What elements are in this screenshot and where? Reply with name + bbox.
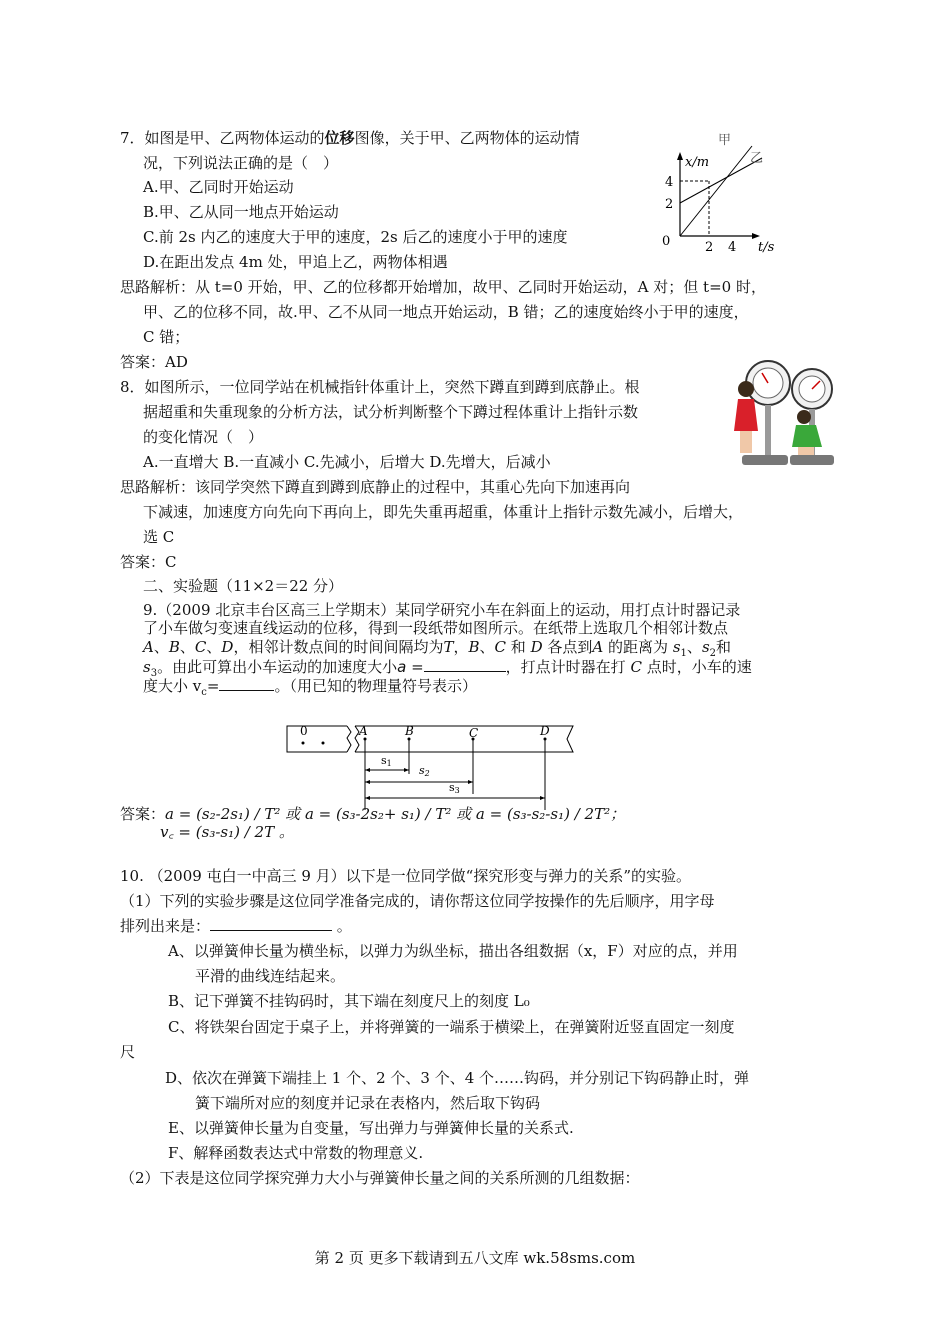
- tape-s2-label: s2: [419, 764, 430, 778]
- q7-stem-a: 7．如图是甲、乙两物体运动的: [120, 129, 325, 147]
- girl-crouching-dress: [792, 425, 822, 447]
- q8-stem-line3: 的变化情况（ ）: [143, 428, 264, 446]
- tape-label-b: B: [405, 724, 414, 738]
- q7-option-b: B.甲、乙从同一地点开始运动: [143, 203, 339, 221]
- tape-s3-head-r: [540, 796, 545, 800]
- q8-options: A.一直增大 B.一直减小 C.先减小，后增大 D.先增大，后减小: [143, 453, 551, 471]
- q9-ticker-tape: [285, 718, 585, 814]
- q10-step-d-line2: 簧下端所对应的刻度并记录在表格内，然后取下钩码: [195, 1094, 541, 1112]
- q10-step-e: E、以弹簧伸长量为自变量，写出弹力与弹簧伸长量的关系式.: [168, 1119, 574, 1137]
- left-scale-post: [765, 405, 771, 455]
- left-scale-base: [742, 455, 788, 465]
- graph-label-yi: 乙: [750, 151, 764, 166]
- q8-analysis-line1: 思路解析：该同学突然下蹲直到蹲到底静止的过程中，其重心先向下加速再向: [120, 478, 631, 496]
- q10-order-blank[interactable]: [210, 916, 332, 931]
- q8-answer: 答案：C: [120, 553, 177, 571]
- q8-analysis-line3: 选 C: [143, 528, 175, 546]
- q10-part2: （2）下表是这位同学探究弹力大小与弹簧伸长量之间的关系所测的几组数据：: [120, 1169, 640, 1187]
- graph-x-arrow: [752, 233, 760, 239]
- page-footer: 第 2 页 更多下载请到五八文库 wk.58sms.com: [314, 1249, 636, 1267]
- q10-step-d-line1: D、依次在弹簧下端挂上 1 个、2 个、3 个、4 个……钩码，并分别记下钩码静止时，弹: [165, 1069, 750, 1087]
- tape-label-a: A: [359, 724, 368, 738]
- q9-velocity-blank[interactable]: [219, 676, 274, 691]
- girl-crouching-head: [797, 410, 811, 424]
- tape-dot-2: [322, 742, 325, 745]
- graph-origin: 0: [662, 234, 671, 249]
- q10-step-c-line1: C、将铁架台固定于桌子上，并将弹簧的一端系于横梁上，在弹簧附近竖直固定一刻度: [168, 1018, 735, 1036]
- q7-displacement-graph: [650, 128, 790, 258]
- q9-line1: 9.（2009 北京丰台区高三上学期末）某同学研究小车在斜面上的运动，用打点计时器记录: [143, 601, 741, 619]
- tape-s3-head-l: [365, 796, 370, 800]
- q10-step-b: B、记下弹簧不挂钩码时，其下端在刻度尺上的刻度 L₀: [168, 992, 530, 1010]
- q7-stem-line1: [120, 128, 580, 148]
- q10-part1-line2: 排列出来是： 。: [120, 917, 352, 935]
- q8-scale-illustration: [722, 355, 840, 473]
- right-scale-base: [790, 455, 834, 465]
- tape-s1-head-r: [404, 768, 409, 772]
- q9-answer-line2: v꜀ = (s₃-s₁) / 2T 。: [160, 823, 294, 841]
- girl-crouching-legs: [798, 447, 814, 455]
- section-2-heading: 二、实验题（11×2＝22 分）: [143, 577, 344, 595]
- q9-answer-line1: 答案：a = (s₂-2s₁) / T² 或 a = (s₃-2s₂+ s₁) / T² 或 a = (s₃-s₂-s₁) / 2T²；: [120, 805, 626, 823]
- tape-s1-head-l: [365, 768, 370, 772]
- q7-analysis-line3: C 错；: [143, 328, 190, 346]
- tape-left-part: [287, 726, 347, 752]
- tape-s2-head-l: [365, 780, 370, 784]
- graph-y-arrow: [677, 152, 683, 160]
- q7-option-c: C.前 2s 内乙的速度大于甲的速度，2s 后乙的速度小于甲的速度: [143, 228, 568, 246]
- q7-stem-b: 位移: [324, 129, 355, 147]
- q7-stem-line2: 况，下列说法正确的是（ ）: [143, 154, 339, 172]
- q8-stem-line1: 8．如图所示，一位同学站在机械指针体重计上，突然下蹲直到蹲到底静止。根: [120, 378, 640, 396]
- q7-analysis-line2: 甲、乙的位移不同，故.甲、乙不从同一地点开始运动，B 错；乙的速度始终小于甲的速度，: [143, 303, 749, 321]
- q8-stem-line2: 据超重和失重现象的分析方法，试分析判断整个下蹲过程体重计上指针示数: [143, 403, 639, 421]
- tape-s1-label: s1: [381, 754, 392, 768]
- q9-line5: 度大小 $v_c=$ 。（用已知的物理量符号表示）: [143, 677, 477, 698]
- graph-xtick-4: 4: [728, 240, 737, 255]
- graph-ytick-2: 2: [665, 197, 674, 212]
- girl-standing-head: [738, 381, 754, 397]
- girl-standing-dress: [734, 399, 758, 431]
- q8-analysis-line2: 下减速，加速度方向先向下再向上，即先失重再超重，体重计上指针示数先减小，后增大，: [143, 503, 744, 521]
- q7-option-d: D.在距出发点 4m 处，甲追上乙，两物体相遇: [143, 253, 448, 271]
- tape-label-0: 0: [300, 724, 308, 738]
- q10-step-a-line1: A、以弹簧伸长量为横坐标，以弹力为纵坐标，描出各组数据（x，F）对应的点，并用: [168, 942, 738, 960]
- q10-step-f: F、解释函数表达式中常数的物理意义.: [168, 1144, 424, 1162]
- q9-line3: A、B、C、D，相邻计数点间的时间间隔均为T，B、C 和 D 各点到A 的距离为 $s_1$、$s_2$和: [143, 638, 732, 659]
- q10-step-c-line2: 尺: [120, 1043, 136, 1061]
- q7-analysis-line1: 思路解析：从 t=0 开始，甲、乙的位移都开始增加，故甲、乙同时开始运动，A 对；但 t=0 时，: [120, 278, 766, 296]
- tape-dot-1: [302, 742, 305, 745]
- q10-part1-line1: （1）下列的实验步骤是这位同学准备完成的，请你帮这位同学按操作的先后顺序，用字母: [120, 892, 715, 910]
- tape-s2-head-r: [468, 780, 473, 784]
- q10-title: 10. （2009 屯白一中高三 9 月）以下是一位同学做“探究形变与弹力的关系”的实验。: [120, 867, 691, 885]
- q10-step-a-line2: 平滑的曲线连结起来。: [195, 967, 346, 985]
- q9-line2: 了小车做匀变速直线运动的位移，得到一段纸带如图所示。在纸带上选取几个相邻计数点: [143, 619, 729, 637]
- graph-label-jia: 甲: [718, 133, 732, 148]
- q7-answer: 答案：AD: [120, 353, 188, 371]
- q7-stem-c: 图像，关于甲、乙两物体的运动情: [354, 129, 580, 147]
- q7-option-a: A.甲、乙同时开始运动: [143, 178, 294, 196]
- tape-label-c: C: [469, 726, 479, 740]
- q9-line4: $s_3$。由此可算出小车运动的加速度大小a = ，打点计时器在打 C 点时，小车的速: [143, 658, 752, 679]
- tape-s3-label: s3: [449, 781, 460, 795]
- tape-label-d: D: [540, 724, 550, 738]
- graph-xlabel: t/s: [758, 240, 775, 255]
- q9-accel-blank[interactable]: [424, 657, 506, 672]
- graph-ytick-4: 4: [665, 175, 674, 190]
- girl-standing-legs: [740, 431, 752, 453]
- graph-ylabel: x/m: [685, 155, 710, 170]
- tape-left-tear: [347, 726, 351, 752]
- graph-xtick-2: 2: [705, 240, 714, 255]
